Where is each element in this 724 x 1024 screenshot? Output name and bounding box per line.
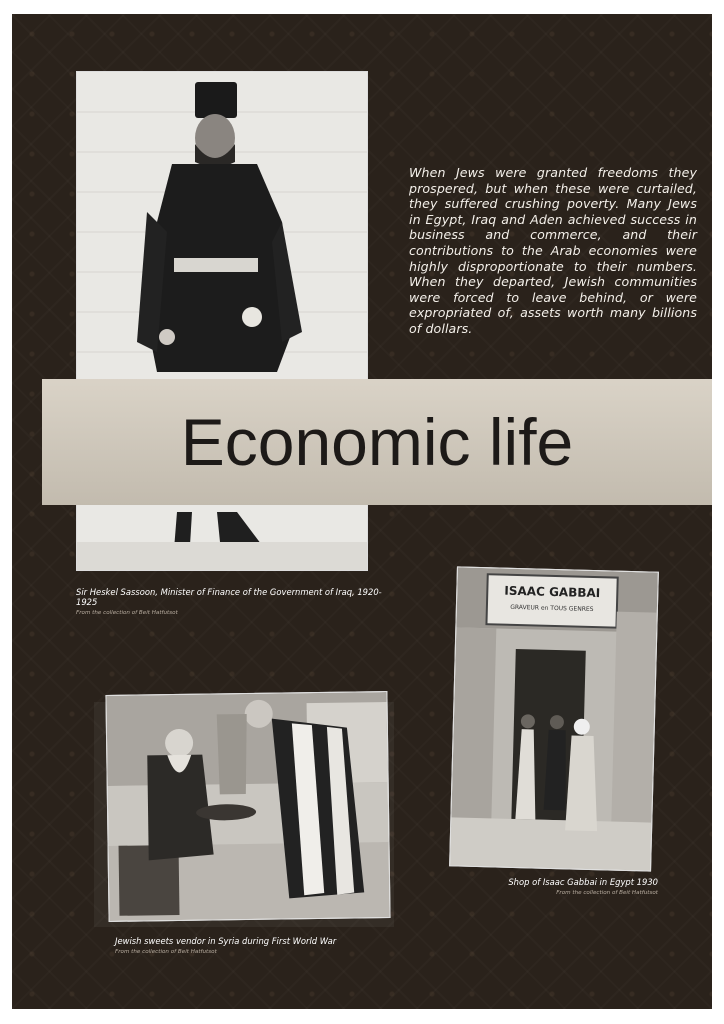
caption-sassoon-text: Sir Heskel Sassoon, Minister of Finance of the Government of Iraq, 1920-1925 [76,587,382,607]
caption-gabbai-source: From the collection of Beit Hatfutsot [556,890,658,896]
title-band [42,379,712,505]
caption-sassoon-source: From the collection of Beit Hatfutsot [76,610,178,616]
shop-sign-name: ISAAC GABBAI [504,583,601,601]
caption-vendor [115,936,445,957]
caption-gabbai [442,877,658,898]
intro-paragraph: When Jews were granted freedoms they prospered, but when these were curtailed, they suffered crushing poverty. Many Jews in Egypt, Iraq and Aden achieved success in business and commerce, and their contributions to the Arab economies were highly disproportionate to their numbers. When they departed, Jewish communities were forced to leave behind, or were expropriated of, assets worth many billions of dollars. [409,165,697,336]
gabbai-shop-photo [449,566,659,871]
vendor-photo [105,691,390,922]
caption-gabbai-text: Shop of Isaac Gabbai in Egypt 1930 [508,877,658,887]
shop-sign-subtitle: GRAVEUR en TOUS GENRES [510,603,594,613]
caption-sassoon [76,587,386,618]
caption-vendor-source: From the collection of Beit Hatfutsot [115,949,217,955]
caption-vendor-text: Jewish sweets vendor in Syria during First World War [115,936,337,946]
poster [12,14,712,1009]
page-title: Economic life [180,405,574,479]
